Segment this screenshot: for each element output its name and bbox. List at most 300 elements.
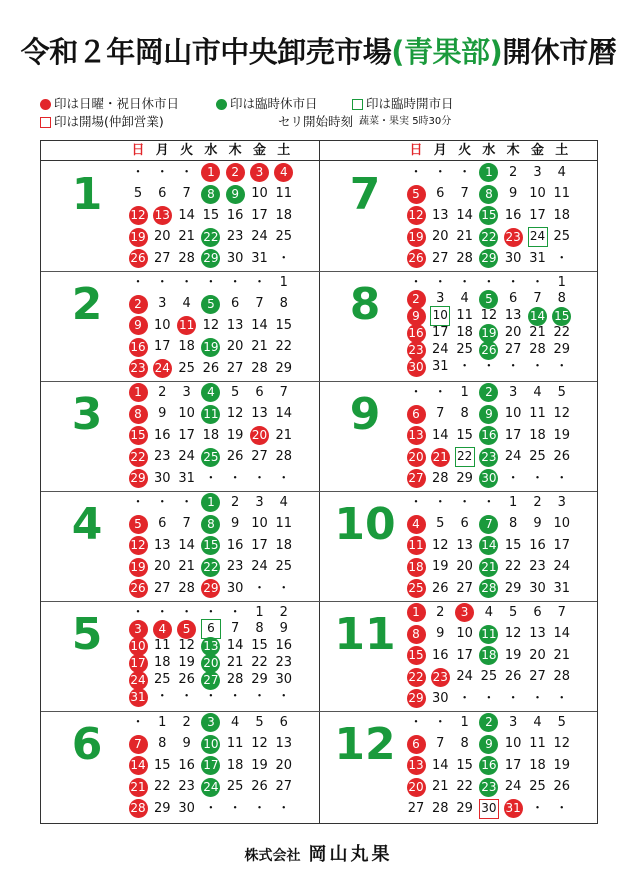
calendar-day: 17 [154, 339, 171, 355]
calendar-day [126, 755, 150, 776]
calendar-day: 21 [251, 339, 268, 355]
calendar-day [477, 513, 501, 534]
holiday-marker: 9 [407, 307, 426, 326]
calendar-day: 19 [226, 427, 244, 443]
closed-day-marker: 15 [201, 536, 220, 555]
calendar-day: 17 [251, 207, 268, 223]
weekday-header: 木 [506, 143, 520, 158]
calendar-day [404, 513, 428, 534]
calendar-day: 4 [279, 494, 288, 510]
calendar-day: 14 [432, 427, 449, 443]
holiday-marker: 24 [153, 359, 172, 378]
calendar-day: 26 [202, 360, 220, 376]
calendar-day: 7 [557, 604, 566, 620]
calendar-day: 18 [226, 757, 244, 773]
calendar-day: 6 [255, 384, 264, 400]
calendar-day: 27 [154, 250, 171, 266]
closed-day-marker: 27 [201, 671, 220, 690]
calendar-day: 15 [456, 427, 473, 443]
calendar-day: ・ [180, 689, 194, 704]
holiday-marker: 23 [431, 668, 450, 687]
calendar-day: 12 [432, 537, 449, 553]
calendar-day: ・ [252, 274, 266, 290]
calendar-day [126, 556, 150, 577]
holiday-marker: 22 [129, 448, 148, 467]
calendar-day: 12 [504, 626, 522, 642]
calendar-day: ・ [458, 494, 472, 510]
calendar-day: 13 [456, 537, 473, 553]
calendar-day: 27 [275, 779, 293, 795]
calendar-day [477, 226, 501, 247]
calendar-day: 20 [529, 647, 546, 663]
calendar-day: 14 [432, 757, 449, 773]
holiday-marker: 9 [129, 316, 148, 335]
calendar-day: 28 [432, 800, 449, 816]
closed-day-marker: 9 [479, 405, 498, 424]
closed-day-marker: 23 [479, 778, 498, 797]
calendar-day: 16 [504, 207, 522, 223]
weekday-header: 日 [131, 143, 145, 158]
calendar-day: 5 [436, 516, 445, 532]
closed-day-marker: 3 [201, 713, 220, 732]
calendar-day: 9 [231, 516, 240, 532]
closed-day-marker: 5 [201, 295, 220, 314]
holiday-marker: 21 [129, 778, 148, 797]
calendar-day: 13 [154, 537, 171, 553]
calendar-day: 2 [158, 384, 167, 400]
calendar-day: 24 [504, 779, 522, 795]
holiday-marker: 23 [129, 359, 148, 378]
holiday-marker: 21 [431, 448, 450, 467]
calendar-day [199, 776, 223, 797]
calendar-day: 19 [504, 647, 522, 663]
calendar-day: 16 [529, 537, 546, 553]
calendar-day: 14 [178, 537, 195, 553]
holiday-marker: 31 [129, 688, 148, 707]
calendar-day: 7 [436, 406, 445, 422]
calendar-day: 25 [529, 779, 546, 795]
calendar-day [126, 776, 150, 797]
calendar-day: ・ [277, 580, 291, 596]
calendar-day [126, 226, 150, 247]
month-label: 6 [71, 719, 103, 770]
holiday-marker: 6 [407, 405, 426, 424]
calendar-day: ・ [277, 250, 291, 266]
calendar-day: ・ [458, 274, 472, 290]
calendar-day [428, 666, 452, 687]
calendar-day [199, 733, 223, 754]
special-open-marker: 24 [528, 227, 548, 247]
calendar-day [404, 248, 428, 269]
calendar-day: ・ [228, 470, 242, 486]
green-circle-icon [216, 99, 227, 110]
calendar-day: 5 [509, 604, 518, 620]
calendar-day: 18 [529, 757, 546, 773]
holiday-marker: 5 [129, 515, 148, 534]
closed-day-marker: 15 [479, 206, 498, 225]
closed-day-marker: 1 [201, 493, 220, 512]
calendar-day: ・ [433, 714, 447, 730]
calendar-day: 13 [529, 626, 546, 642]
calendar-day: 25 [178, 360, 195, 376]
calendar-day [199, 535, 223, 556]
calendar-day: ・ [155, 164, 169, 180]
calendar-day: ・ [458, 690, 472, 706]
calendar-day: 25 [529, 449, 546, 465]
calendar-day: 27 [226, 360, 244, 376]
calendar-day: 21 [226, 655, 244, 671]
calendar-day: 15 [154, 757, 171, 773]
holiday-marker: 4 [153, 620, 172, 639]
calendar-day: 16 [154, 427, 171, 443]
calendar-day: 1 [460, 714, 469, 730]
calendar-day: 11 [275, 186, 293, 202]
calendar-day: ・ [252, 580, 266, 596]
legend-green-circle: 印は臨時休市日 [216, 95, 318, 113]
calendar-day: 15 [251, 638, 268, 654]
calendar-day [126, 733, 150, 754]
green-square-icon [352, 99, 363, 110]
calendar-day: 28 [432, 470, 449, 486]
calendar-day: ・ [530, 690, 544, 706]
holiday-marker: 19 [129, 228, 148, 247]
calendar-day: ・ [433, 164, 447, 180]
calendar-day: 31 [529, 250, 546, 266]
closed-day-marker: 13 [201, 637, 220, 656]
calendar-day [126, 468, 150, 489]
holiday-marker: 15 [129, 426, 148, 445]
calendar-day: 7 [255, 296, 264, 312]
calendar-day: 17 [504, 757, 522, 773]
holiday-marker: 16 [407, 324, 426, 343]
calendar-day [272, 162, 296, 183]
weekday-header: 火 [180, 143, 194, 158]
calendar-day: 8 [460, 406, 469, 422]
holiday-marker: 13 [407, 426, 426, 445]
weekday-header: 水 [482, 143, 496, 158]
calendar-day: 2 [182, 714, 191, 730]
calendar-day: 31 [553, 580, 571, 596]
calendar-day: ・ [482, 274, 496, 290]
calendar-day [248, 425, 272, 446]
calendar-day: 13 [226, 317, 244, 333]
calendar-day: 25 [226, 779, 244, 795]
calendar-day: 23 [154, 449, 171, 465]
calendar-day: 11 [529, 736, 546, 752]
calendar-day: 16 [178, 757, 195, 773]
calendar-day: 24 [251, 229, 268, 245]
calendar-day [477, 446, 501, 467]
calendar-day: 25 [154, 672, 171, 688]
month-label: 2 [71, 279, 103, 330]
calendar-day: 18 [154, 655, 171, 671]
calendar-day: 10 [251, 186, 268, 202]
calendar-day: 21 [178, 229, 195, 245]
calendar-day: 17 [251, 537, 268, 553]
calendar-day [404, 468, 428, 489]
calendar-day: 4 [460, 291, 469, 307]
calendar-day [199, 248, 223, 269]
calendar-day [404, 403, 428, 424]
calendar-day: 6 [279, 714, 288, 730]
closed-day-marker: 16 [479, 426, 498, 445]
calendar-day [526, 226, 550, 247]
calendar-day: ・ [458, 359, 472, 374]
calendar-day: 17 [178, 427, 195, 443]
calendar-day: 12 [202, 317, 220, 333]
closed-day-marker: 8 [201, 515, 220, 534]
closed-day-marker: 22 [201, 558, 220, 577]
calendar-day: 19 [251, 757, 268, 773]
holiday-marker: 6 [407, 735, 426, 754]
calendar-day: 11 [154, 638, 171, 654]
calendar-day [199, 336, 223, 357]
calendar-day: 24 [251, 559, 268, 575]
calendar-day: 6 [231, 296, 240, 312]
holiday-marker: 8 [407, 625, 426, 644]
calendar-day: 20 [154, 229, 171, 245]
closed-day-marker: 8 [201, 185, 220, 204]
calendar-day [404, 776, 428, 797]
calendar-day: ・ [131, 164, 145, 180]
calendar-day: 21 [432, 779, 449, 795]
calendar-day [477, 468, 501, 489]
calendar-day [477, 535, 501, 556]
calendar-day [477, 733, 501, 754]
calendar-day: 22 [553, 325, 571, 341]
calendar-day: 13 [251, 406, 268, 422]
calendar-day [477, 712, 501, 733]
calendar-day [501, 798, 525, 819]
calendar-day [477, 556, 501, 577]
calendar-day [404, 446, 428, 467]
calendar-day: 23 [529, 559, 546, 575]
calendar-day: 11 [529, 406, 546, 422]
calendar-day [126, 686, 150, 707]
holiday-marker: 1 [407, 603, 426, 622]
calendar-day: 12 [251, 736, 268, 752]
calendar-day: 5 [557, 714, 566, 730]
calendar-day: 22 [456, 779, 473, 795]
calendar-day: 24 [504, 449, 522, 465]
weekday-header: 月 [433, 143, 447, 158]
holiday-marker: 19 [129, 558, 148, 577]
holiday-marker: 24 [129, 671, 148, 690]
calendar-day: 16 [226, 207, 244, 223]
closed-day-marker: 20 [201, 654, 220, 673]
calendar-day: 30 [529, 580, 546, 596]
calendar-day: 6 [436, 186, 445, 202]
calendar-day: 26 [432, 580, 449, 596]
calendar-day [199, 556, 223, 577]
calendar-day: ・ [555, 359, 569, 374]
calendar-day: 13 [432, 207, 449, 223]
calendar-day: 20 [154, 559, 171, 575]
calendar-day: 16 [275, 638, 293, 654]
calendar-day [126, 403, 150, 424]
calendar-day [199, 578, 223, 599]
calendar-day [477, 425, 501, 446]
calendar-day [199, 293, 223, 314]
holiday-marker: 3 [455, 603, 474, 622]
calendar-day: 29 [251, 672, 268, 688]
calendar-day: 22 [504, 559, 522, 575]
calendar-day: ・ [252, 689, 266, 704]
calendar-day: 28 [178, 580, 195, 596]
calendar-day: 30 [154, 470, 171, 486]
calendar-day: 28 [226, 672, 244, 688]
holiday-marker: 19 [407, 228, 426, 247]
calendar-day: ・ [155, 274, 169, 290]
calendar-day: 19 [178, 655, 195, 671]
holiday-marker: 14 [129, 756, 148, 775]
calendar-day [199, 712, 223, 733]
calendar-day: 7 [231, 621, 240, 637]
calendar-day [477, 776, 501, 797]
holiday-marker: 2 [129, 295, 148, 314]
calendar-day: 30 [178, 800, 195, 816]
calendar-day: 30 [226, 580, 244, 596]
calendar-day: 14 [456, 207, 473, 223]
calendar-day: ・ [228, 800, 242, 816]
weekday-header: 水 [204, 143, 218, 158]
calendar-day [126, 358, 150, 379]
calendar-day: 9 [533, 516, 542, 532]
calendar-day: 24 [178, 449, 195, 465]
calendar-day: 21 [178, 559, 195, 575]
calendar-day: ・ [482, 494, 496, 510]
calendar-day [477, 755, 501, 776]
calendar-day: 3 [533, 164, 542, 180]
holiday-marker: 7 [129, 735, 148, 754]
calendar-day: 10 [529, 186, 546, 202]
calendar-day: 26 [226, 449, 244, 465]
calendar-day [404, 755, 428, 776]
calendar-day [199, 513, 223, 534]
red-circle-icon [40, 99, 51, 110]
calendar-day [404, 356, 428, 377]
calendar-day: ・ [204, 800, 218, 816]
closed-day-marker: 24 [201, 778, 220, 797]
holiday-marker: 10 [129, 637, 148, 656]
holiday-marker: 29 [129, 469, 148, 488]
calendar-day [199, 183, 223, 204]
calendar-day: ・ [131, 274, 145, 290]
calendar-day: 25 [275, 229, 293, 245]
holiday-marker: 8 [129, 405, 148, 424]
holiday-marker: 5 [407, 185, 426, 204]
calendar-day: 23 [178, 779, 195, 795]
holiday-marker: 28 [129, 799, 148, 818]
calendar-day: 8 [460, 736, 469, 752]
holiday-marker: 26 [129, 579, 148, 598]
calendar-day: ・ [530, 359, 544, 374]
calendar-day [126, 446, 150, 467]
month-label: 11 [334, 609, 396, 660]
calendar-day: 10 [456, 626, 473, 642]
holiday-marker: 23 [504, 228, 523, 247]
closed-day-marker: 15 [552, 307, 571, 326]
calendar-day: 30 [432, 690, 449, 706]
calendar-day: 1 [255, 604, 264, 620]
calendar-day: 10 [154, 317, 171, 333]
calendar-day [126, 578, 150, 599]
weekday-header: 月 [155, 143, 169, 158]
calendar-day: 23 [226, 559, 244, 575]
legend-green-square: 印は臨時開市日 [352, 95, 454, 113]
calendar-day [428, 446, 452, 467]
calendar-day: 26 [553, 779, 571, 795]
calendar-day [404, 623, 428, 644]
calendar-day: 20 [504, 325, 522, 341]
title-suffix: 開休市暦 [502, 35, 617, 69]
calendar-day: ・ [252, 470, 266, 486]
calendar-day [223, 183, 247, 204]
calendar-day [404, 733, 428, 754]
calendar-day: 22 [154, 779, 171, 795]
calendar-day [477, 382, 501, 403]
calendar-day: 11 [226, 736, 244, 752]
holiday-marker: 12 [129, 206, 148, 225]
holiday-marker: 4 [274, 163, 293, 182]
calendar-day: ・ [433, 274, 447, 290]
calendar-day: 6 [158, 186, 167, 202]
calendar-day: 4 [533, 384, 542, 400]
calendar-day: 3 [557, 494, 566, 510]
calendar-day: 30 [504, 250, 522, 266]
calendar-day: 23 [275, 655, 293, 671]
calendar-day: 20 [226, 339, 244, 355]
holiday-marker: 4 [407, 515, 426, 534]
calendar-day [199, 492, 223, 513]
calendar-day: ・ [204, 470, 218, 486]
calendar-day: 5 [133, 186, 143, 202]
calendar-day: 11 [553, 186, 571, 202]
closed-day-marker: 22 [201, 228, 220, 247]
calendar-day: 12 [480, 308, 498, 324]
calendar-day: 14 [553, 626, 571, 642]
calendar-day [126, 535, 150, 556]
calendar-day: ・ [555, 800, 569, 816]
calendar-day: 1 [509, 494, 518, 510]
calendar-day: ・ [555, 470, 569, 486]
calendar-day: 2 [533, 494, 542, 510]
calendar-day: 11 [456, 308, 473, 324]
calendar-day [126, 336, 150, 357]
calendar-day: 10 [251, 516, 268, 532]
calendar-day: 12 [178, 638, 195, 654]
calendar-day: ・ [155, 689, 169, 704]
calendar-day: ・ [506, 690, 520, 706]
calendar-day: 12 [553, 406, 571, 422]
holiday-marker: 25 [407, 579, 426, 598]
month-label: 12 [334, 719, 396, 770]
calendar-day: 3 [158, 296, 167, 312]
month-label: 5 [71, 609, 103, 660]
calendar-day: ・ [204, 274, 218, 290]
calendar-day [126, 315, 150, 336]
calendar-day [126, 425, 150, 446]
calendar-day: 8 [158, 736, 167, 752]
calendar-day: 1 [460, 384, 469, 400]
closed-day-marker: 28 [479, 579, 498, 598]
calendar-day: 18 [178, 339, 195, 355]
weekday-header: 土 [555, 143, 569, 158]
holiday-marker: 12 [407, 206, 426, 225]
month-label: 1 [71, 169, 103, 220]
calendar-day: 9 [509, 186, 518, 202]
calendar-day: 7 [182, 516, 191, 532]
